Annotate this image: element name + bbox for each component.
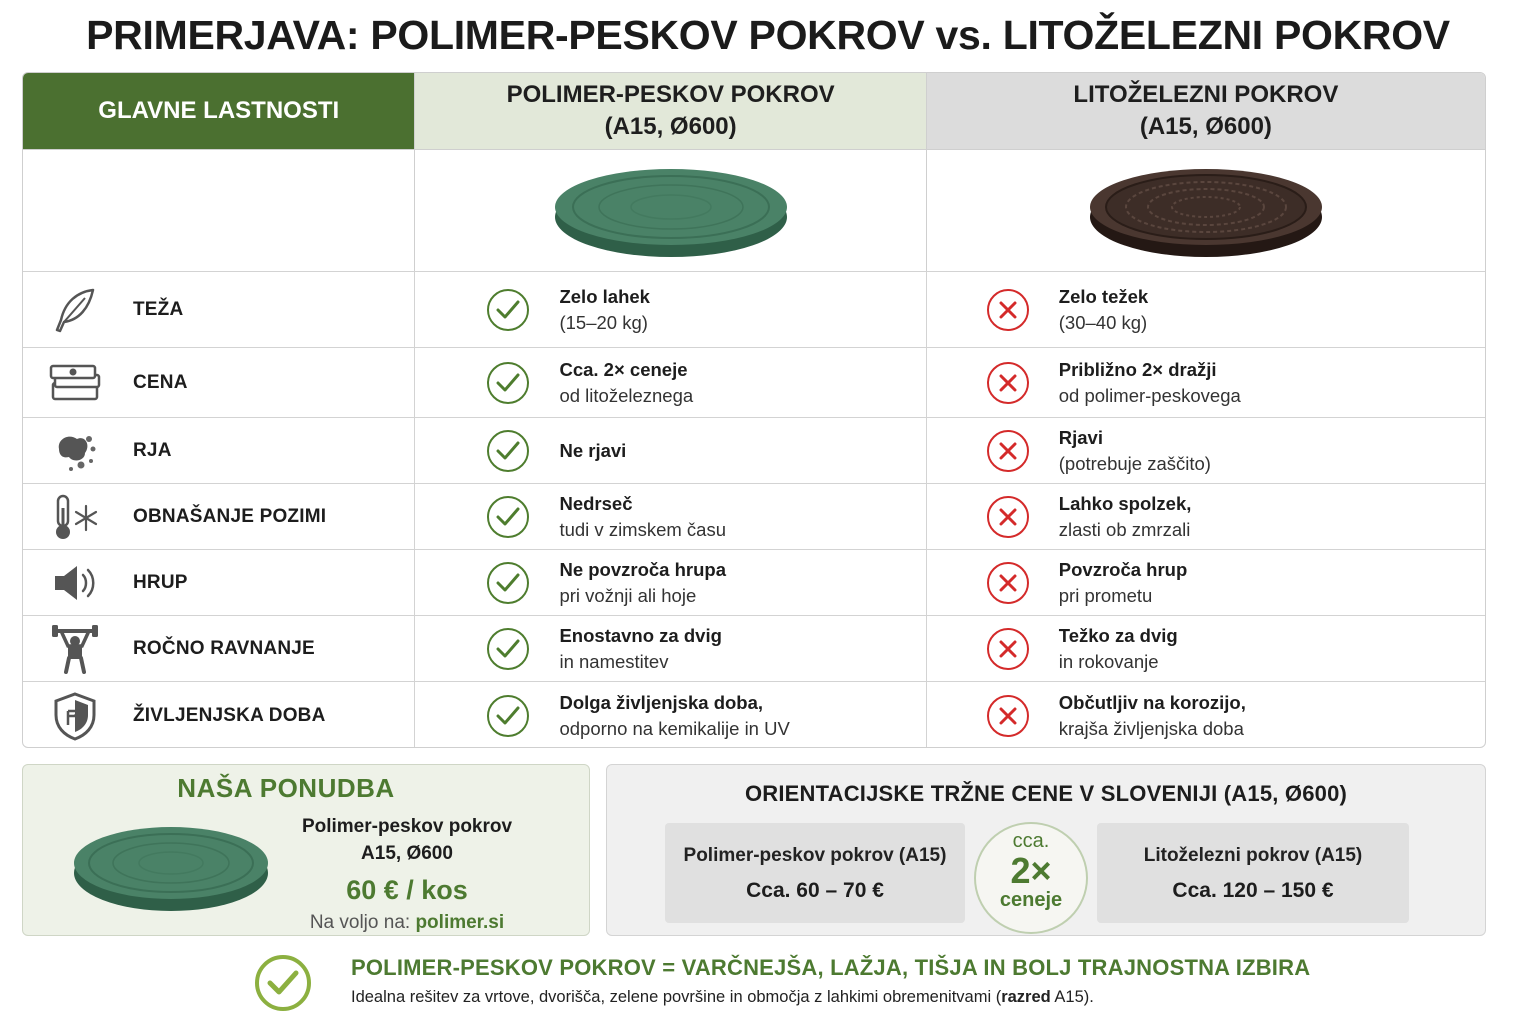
table-header <box>23 73 1485 149</box>
conclusion-check-icon <box>254 954 312 1012</box>
offer-product-spec: A15, Ø600 <box>361 843 453 864</box>
offer-panel <box>22 764 590 936</box>
check-icon <box>487 430 529 472</box>
shield-icon <box>49 690 101 742</box>
cross-icon <box>987 562 1029 604</box>
row-winter: OBNAŠANJE POZIMI Nedrseč tudi v zimskem času Lahko spolzek, zlasti ob zmrzali <box>23 483 1485 549</box>
cast-iron-price-box: Litoželezni pokrov (A15) Cca. 120 – 150 € <box>1097 823 1409 923</box>
row-noise: HRUP Ne povzroča hrupa pri vožnji ali hoje Povzroča hrup pri prometu <box>23 549 1485 615</box>
row-lifespan: ŽIVLJENJSKA DOBA Dolga življenjska doba, odporno na kemikalije in UV Občutljiv na korozijo, krajša življenjska doba <box>23 681 1485 748</box>
market-prices-panel <box>606 764 1486 936</box>
property-label: RJA <box>133 439 172 461</box>
offer-website-link[interactable]: polimer.si <box>415 912 505 933</box>
page-title: PRIMERJAVA: POLIMER-PESKOV POKROV vs. LITOŽELEZNI POKROV <box>86 12 1450 58</box>
polymer-price-box: Polimer-peskov pokrov (A15) Cca. 60 – 70 € <box>665 823 965 923</box>
offer-cover-image <box>71 819 271 915</box>
cast-iron-cover-image <box>1086 161 1326 261</box>
check-icon <box>487 695 529 737</box>
polymer-cover-image <box>551 161 791 261</box>
conclusion-subtitle: Idealna rešitev za vrtove, dvorišča, zelene površine in območja z lahkimi obremenitvami (razred A15). <box>351 988 1094 1006</box>
conclusion-title: POLIMER-PESKOV POKROV = VARČNEJŠA, LAŽJA, TIŠJA IN BOLJ TRAJNOSTNA IZBIRA <box>351 955 1311 980</box>
comparison-table <box>22 72 1486 748</box>
price-ratio-badge: cca. 2× ceneje <box>974 822 1088 934</box>
speaker-icon <box>49 557 101 609</box>
cross-icon <box>987 496 1029 538</box>
property-label: OBNAŠANJE POZIMI <box>133 505 327 527</box>
row-price: CENA Cca. 2× ceneje od litoželeznega Približno 2× dražji od polimer-peskovega <box>23 347 1485 417</box>
header-properties: GLAVNE LASTNOSTI <box>23 73 414 149</box>
weightlifter-icon <box>49 623 101 675</box>
money-stack-icon <box>49 357 101 409</box>
image-row <box>23 149 1485 271</box>
cross-icon <box>987 289 1029 331</box>
cross-icon <box>987 430 1029 472</box>
rust-icon <box>49 425 101 477</box>
check-icon <box>487 496 529 538</box>
row-weight: TEŽA Zelo lahek (15–20 kg) Zelo težek (30–40 kg) <box>23 271 1485 347</box>
check-icon <box>487 628 529 670</box>
offer-availability: Na voljo na: polimer.si <box>309 912 505 933</box>
property-label: TEŽA <box>133 298 184 320</box>
property-label: ŽIVLJENJSKA DOBA <box>133 704 326 726</box>
row-rust: RJA Ne rjavi Rjavi (potrebuje zaščito) <box>23 417 1485 483</box>
cross-icon <box>987 628 1029 670</box>
check-icon <box>487 562 529 604</box>
check-icon <box>487 362 529 404</box>
cross-icon <box>987 362 1029 404</box>
thermometer-snowflake-icon <box>49 491 101 543</box>
offer-title: NAŠA PONUDBA <box>177 773 395 803</box>
property-label: ROČNO RAVNANJE <box>133 637 315 659</box>
header-polymer: POLIMER-PESKOV POKROV (A15, Ø600) <box>414 73 925 149</box>
cross-icon <box>987 695 1029 737</box>
check-icon <box>487 289 529 331</box>
property-label: CENA <box>133 371 188 393</box>
offer-price: 60 € / kos <box>346 875 468 905</box>
feather-icon <box>49 284 101 336</box>
property-label: HRUP <box>133 571 188 593</box>
market-title: ORIENTACIJSKE TRŽNE CENE V SLOVENIJI (A15, Ø600) <box>744 781 1348 806</box>
offer-product-name: Polimer-peskov pokrov <box>301 816 513 837</box>
row-handling: ROČNO RAVNANJE Enostavno za dvig in namestitev Težko za dvig in rokovanje <box>23 615 1485 681</box>
header-cast-iron: LITOŽELEZNI POKROV (A15, Ø600) <box>926 73 1485 149</box>
